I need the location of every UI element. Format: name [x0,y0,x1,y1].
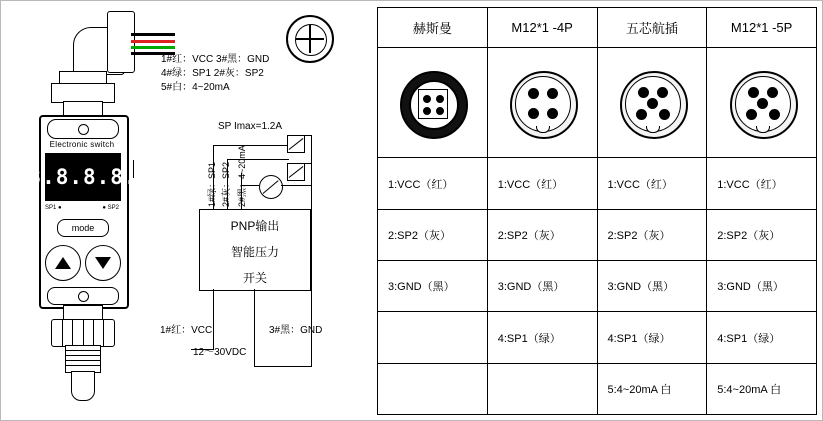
cell-hirschmann-image [378,47,488,158]
housing-bottom-cap [47,287,119,305]
table-header-row [378,8,817,48]
pin-2 [657,87,668,98]
cell-aviation-5p-pin2: 2:SP2（灰） [597,209,707,260]
pin-5 [757,98,768,109]
rail-top-2 [303,163,312,164]
ma-wire-label: 2#黑：4~20mA [237,145,247,207]
cell-m12-4p-pin2: 2:SP2（灰） [487,209,597,260]
rail-meter [281,185,312,186]
pin-3 [528,108,539,119]
m12-5p-connector [730,71,794,135]
threaded-process-connection [65,345,101,373]
sp1-branch [213,145,289,146]
cell-hirschmann-pin3: 3:GND（黑） [378,261,488,312]
vcc-bottom-label: 1#红：VCC [160,325,213,336]
controller-block [199,209,311,291]
lcd-display [28,153,138,201]
pin-1 [748,87,759,98]
table-row [378,209,817,260]
legend-line-1: 1#红：VCC 3#黑：GND [161,54,270,65]
vcc-lead [213,289,214,349]
down-button[interactable] [85,245,121,281]
cell-m12-4p-pin4: 4:SP1（绿） [487,312,597,363]
cable-connector-face [286,15,334,63]
cell-aviation-5p-pin1: 1:VCC（红） [597,158,707,209]
m12-4p-connector [510,71,574,135]
cell-aviation-5p-image [597,47,707,158]
rail-top-1 [303,135,312,136]
upper-hex-nut [51,83,115,103]
led-indicator-row [45,203,119,217]
controller-line-3: 开关 [242,271,267,285]
pin-4 [659,109,670,120]
pressure-switch-illustration [21,7,171,412]
current-meter-icon [259,175,283,199]
cell-aviation-5p-pin4: 4:SP1（绿） [597,312,707,363]
cap-screw-icon [78,124,89,135]
controller-line-1: PNP输出 [230,219,280,233]
brand-label: Electronic switch [49,140,115,149]
cell-m12-4p-pin1: 1:VCC（红） [487,158,597,209]
mode-button[interactable]: mode [57,219,109,237]
connector-keyway [646,126,660,133]
pressure-port-tip [71,371,95,401]
pin-4 [769,109,780,120]
wiring-circuit-diagram [161,121,361,381]
table-row [378,158,817,209]
hirschmann-connector [400,71,464,135]
wire-color-legend [161,53,269,95]
legend-line-3: 5#白：4~20mA [161,82,230,93]
up-button[interactable] [45,245,81,281]
pin-4 [547,108,558,119]
cell-m12-5p-pin2: 2:SP2（灰） [707,209,817,260]
cell-m12-5p-pin1: 1:VCC（红） [707,158,817,209]
wire-green [131,46,175,49]
cell-aviation-5p-pin3: 3:GND（黑） [597,261,707,312]
lower-hex-lines [52,320,114,346]
load-switch-2 [287,163,305,181]
cell-m12-5p-pin3: 3:GND（黑） [707,261,817,312]
lower-hex-nut [51,319,115,347]
connector-image-row [378,47,817,158]
triangle-up-icon [55,257,71,269]
aviation-5p-connector [620,71,684,135]
housing-top-cap [47,119,119,139]
header-m12-4p: M12*1 -4P [487,8,597,48]
load-switch-1 [287,135,305,153]
legend-line-2: 4#绿：SP1 2#灰：SP2 [161,68,264,79]
cell-hirschmann-pin5 [378,363,488,414]
cell-hirschmann-pin4 [378,312,488,363]
table-row [378,363,817,414]
cell-m12-4p-pin3: 3:GND（黑） [487,261,597,312]
connector-inner [515,76,571,132]
bottom-screw-icon [78,291,89,302]
header-m12-5p: M12*1 -5P [707,8,817,48]
connector-pinout-table [377,7,817,415]
led-sp1-label: SP1 ● [45,205,62,211]
cell-m12-5p-pin5: 5:4~20mA 白 [707,363,817,414]
header-aviation-5p: 五芯航插 [597,8,707,48]
supply-voltage-label: 12～30VDC [193,347,247,358]
connector-square-insert [418,89,448,119]
table-row [378,261,817,312]
cell-m12-4p-pin5 [487,363,597,414]
header-hirschmann: 赫斯曼 [378,8,488,48]
cell-hirschmann-pin2: 2:SP2（灰） [378,209,488,260]
cell-aviation-5p-pin5: 5:4~20mA 白 [597,363,707,414]
pin-5 [647,98,658,109]
cell-hirschmann-pin1: 1:VCC（红） [378,158,488,209]
connector-inner-ring [295,24,327,56]
wire-white [131,33,175,36]
lcd-value: 8.8.8.8. [28,165,138,189]
pin-3 [746,109,757,120]
led-sp2-label: ● SP2 [102,205,119,211]
gnd-bottom-label: 3#黑：GND [269,325,323,336]
wire-red [131,40,175,43]
cell-m12-5p-image [707,47,817,158]
pin-2 [547,88,558,99]
controller-line-2: 智能压力 [230,245,279,259]
triangle-down-icon [95,257,111,269]
pin-3 [636,109,647,120]
rail-bottom [254,366,312,367]
sp1-wire-label: 1#绿：SP1 [207,161,217,207]
pin-2 [767,87,778,98]
sp-current-label: SP Imax=1.2A [218,121,283,132]
cell-m12-4p-image [487,47,597,158]
left-panel [1,1,371,420]
table-row [378,312,817,363]
connector-horizontal-bar [296,38,324,40]
pin-1 [528,88,539,99]
sp2-wire-label: 2#灰：SP2 [221,161,231,207]
connector-keyway [756,126,770,133]
cell-m12-5p-pin4: 4:SP1（绿） [707,312,817,363]
gnd-lead [254,289,255,367]
pin-1 [638,87,649,98]
